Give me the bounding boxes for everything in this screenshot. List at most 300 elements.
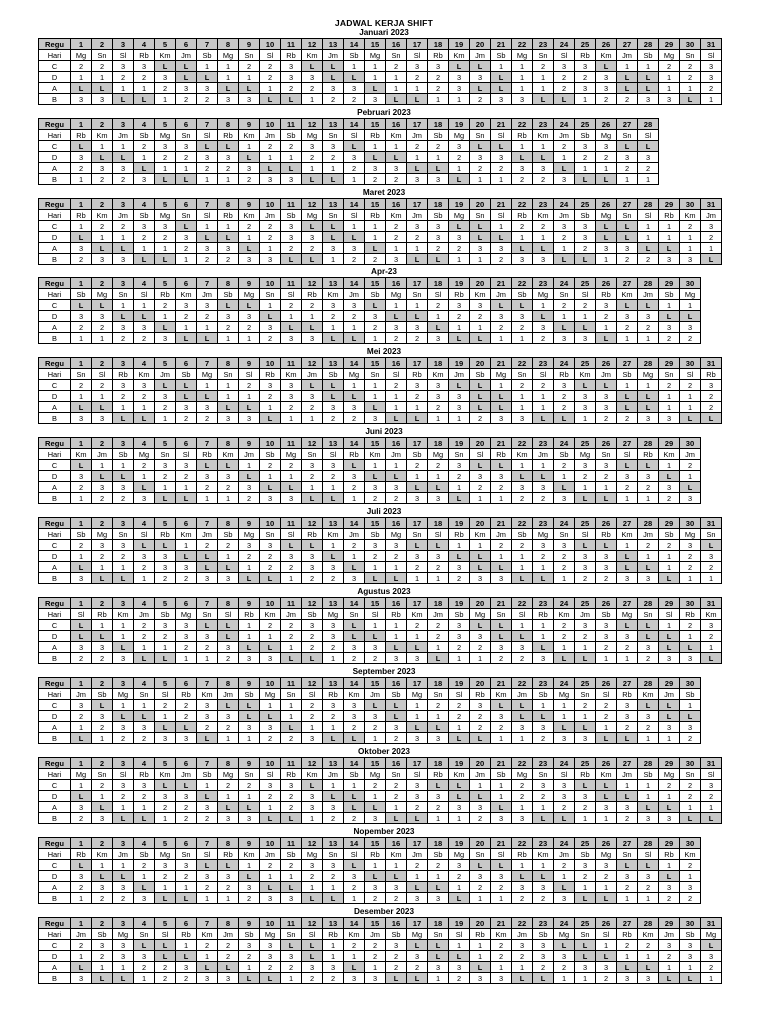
shift-cell: 3 — [218, 243, 239, 254]
shift-cell: 2 — [512, 791, 533, 802]
weekday-cell: Sn — [155, 449, 176, 460]
shift-cell: 3 — [659, 482, 680, 493]
hari-label: Hari — [39, 929, 71, 940]
shift-cell: L — [470, 402, 491, 413]
shift-cell: 1 — [113, 232, 134, 243]
shift-cell: 2 — [533, 893, 554, 904]
weekday-cell: Jm — [407, 849, 428, 860]
day-number: 24 — [554, 358, 575, 369]
shift-cell: 1 — [596, 482, 617, 493]
shift-cell: L — [617, 72, 638, 83]
weekday-cell: Km — [428, 369, 449, 380]
weekday-row — [39, 769, 722, 780]
day-number: 8 — [218, 598, 239, 609]
shift-cell: 1 — [407, 83, 428, 94]
weekday-cell: Jm — [638, 529, 659, 540]
shift-cell: 2 — [659, 333, 680, 344]
shift-cell: 1 — [428, 711, 449, 722]
weekday-cell: Sn — [365, 369, 386, 380]
shift-cell: 3 — [260, 780, 281, 791]
shift-cell: 1 — [71, 951, 92, 962]
shift-cell: 3 — [176, 791, 197, 802]
shift-cell: 3 — [575, 391, 596, 402]
month-table — [38, 837, 701, 904]
shift-cell: L — [638, 141, 659, 152]
shift-cell: 1 — [71, 722, 92, 733]
weekday-cell: Rb — [638, 449, 659, 460]
shift-cell: 3 — [281, 893, 302, 904]
shift-cell: 1 — [281, 871, 302, 882]
day-number: 15 — [365, 278, 386, 289]
weekday-cell: Sb — [596, 609, 617, 620]
day-number: 21 — [491, 39, 512, 50]
shift-cell: L — [407, 311, 428, 322]
shift-cell: L — [617, 551, 638, 562]
shift-cell: 1 — [344, 893, 365, 904]
weekday-cell: Mg — [302, 210, 323, 221]
regu-header-label: Regu — [39, 39, 71, 50]
weekday-cell: Sl — [575, 529, 596, 540]
shift-cell: L — [533, 311, 554, 322]
shift-cell: 2 — [302, 243, 323, 254]
shift-cell: L — [449, 791, 470, 802]
day-number: 13 — [323, 518, 344, 529]
day-number: 23 — [533, 838, 554, 849]
shift-cell: L — [491, 460, 512, 471]
shift-cell: 1 — [407, 711, 428, 722]
day-number: 18 — [428, 278, 449, 289]
shift-cell: 1 — [428, 871, 449, 882]
weekday-cell: Sn — [260, 529, 281, 540]
shift-cell: 2 — [239, 780, 260, 791]
weekday-cell: Mg — [218, 769, 239, 780]
shift-cell: 3 — [428, 380, 449, 391]
shift-cell: L — [260, 973, 281, 984]
shift-cell: 2 — [512, 174, 533, 185]
shift-cell: L — [638, 700, 659, 711]
shift-cell: L — [71, 733, 92, 744]
weekday-cell: Mg — [197, 369, 218, 380]
shift-cell: 3 — [491, 152, 512, 163]
weekday-cell: Km — [302, 769, 323, 780]
shift-cell: 2 — [680, 72, 701, 83]
shift-cell: 2 — [470, 163, 491, 174]
shift-cell: 2 — [470, 813, 491, 824]
weekday-cell: Rb — [71, 130, 92, 141]
weekday-cell: Km — [113, 609, 134, 620]
weekday-cell: Mg — [533, 529, 554, 540]
day-number: 22 — [512, 358, 533, 369]
shift-cell: 1 — [638, 733, 659, 744]
shift-cell: 2 — [134, 460, 155, 471]
shift-cell: 2 — [260, 141, 281, 152]
weekday-cell: Mg — [512, 769, 533, 780]
shift-cell: 1 — [701, 642, 722, 653]
weekday-cell: Km — [407, 609, 428, 620]
weekday-cell: Km — [596, 50, 617, 61]
shift-cell: 2 — [197, 540, 218, 551]
shift-cell: L — [680, 642, 701, 653]
shift-cell: L — [134, 163, 155, 174]
shift-cell: 2 — [113, 893, 134, 904]
shift-cell: 2 — [260, 620, 281, 631]
day-number: 29 — [659, 678, 680, 689]
shift-cell: L — [281, 813, 302, 824]
shift-cell: 1 — [155, 94, 176, 105]
shift-cell: 1 — [512, 962, 533, 973]
shift-cell: L — [365, 402, 386, 413]
shift-cell: 3 — [491, 711, 512, 722]
day-number: 7 — [197, 438, 218, 449]
weekday-cell: Km — [197, 689, 218, 700]
day-number: 18 — [428, 199, 449, 210]
shift-cell: 3 — [218, 152, 239, 163]
weekday-cell: Sl — [638, 210, 659, 221]
shift-cell: L — [407, 163, 428, 174]
shift-cell: 3 — [155, 551, 176, 562]
day-number: 19 — [449, 758, 470, 769]
shift-cell: 2 — [554, 562, 575, 573]
shift-cell: L — [134, 940, 155, 951]
weekday-cell: Mg — [512, 50, 533, 61]
shift-cell: L — [449, 380, 470, 391]
shift-cell: 1 — [533, 562, 554, 573]
day-number: 2 — [92, 518, 113, 529]
shift-cell: 3 — [638, 711, 659, 722]
shift-cell: L — [638, 300, 659, 311]
weekday-cell: Sb — [533, 929, 554, 940]
day-number: 14 — [344, 678, 365, 689]
day-number: 28 — [638, 119, 659, 130]
weekday-cell: Sb — [281, 130, 302, 141]
shift-cell: 2 — [680, 460, 701, 471]
regu-row — [39, 232, 722, 243]
shift-cell: 2 — [491, 482, 512, 493]
shift-cell: 1 — [428, 471, 449, 482]
shift-cell: L — [617, 733, 638, 744]
weekday-cell: Km — [176, 529, 197, 540]
shift-cell: 2 — [428, 141, 449, 152]
day-number: 28 — [638, 758, 659, 769]
shift-cell: 3 — [680, 951, 701, 962]
shift-cell: L — [239, 573, 260, 584]
day-number: 27 — [617, 678, 638, 689]
shift-cell: 3 — [323, 243, 344, 254]
shift-cell: 2 — [281, 402, 302, 413]
shift-cell: 1 — [134, 573, 155, 584]
shift-cell: 3 — [113, 380, 134, 391]
day-number: 19 — [449, 199, 470, 210]
shift-cell: L — [92, 573, 113, 584]
day-number: 21 — [491, 918, 512, 929]
shift-cell: L — [554, 482, 575, 493]
weekday-cell: Km — [176, 289, 197, 300]
shift-cell: 3 — [449, 631, 470, 642]
shift-cell: 2 — [407, 391, 428, 402]
weekday-cell: Mg — [554, 929, 575, 940]
shift-cell: 2 — [512, 221, 533, 232]
shift-cell: 1 — [533, 300, 554, 311]
shift-cell: 2 — [239, 174, 260, 185]
shift-cell: L — [701, 813, 722, 824]
regu-name: C — [39, 940, 71, 951]
day-number: 1 — [71, 838, 92, 849]
shift-cell: 1 — [134, 642, 155, 653]
regu-row — [39, 653, 722, 664]
day-number: 4 — [134, 358, 155, 369]
weekday-cell: Sn — [554, 289, 575, 300]
shift-cell: 3 — [113, 540, 134, 551]
shift-cell: 2 — [134, 391, 155, 402]
shift-cell: 1 — [113, 300, 134, 311]
shift-cell: 1 — [260, 243, 281, 254]
day-number: 26 — [596, 598, 617, 609]
weekday-cell: Jm — [134, 609, 155, 620]
shift-cell: 2 — [428, 402, 449, 413]
shift-cell: 2 — [449, 573, 470, 584]
shift-cell: 3 — [449, 141, 470, 152]
shift-cell: 2 — [596, 871, 617, 882]
shift-cell: 2 — [554, 402, 575, 413]
shift-cell: 2 — [71, 882, 92, 893]
shift-cell: 2 — [302, 642, 323, 653]
shift-cell: 1 — [386, 631, 407, 642]
shift-cell: 2 — [134, 333, 155, 344]
shift-cell: L — [638, 802, 659, 813]
shift-cell: 3 — [575, 551, 596, 562]
weekday-cell: Sn — [575, 689, 596, 700]
shift-cell: 2 — [554, 962, 575, 973]
shift-cell: 2 — [197, 482, 218, 493]
shift-cell: L — [575, 940, 596, 951]
weekday-cell: Sn — [617, 210, 638, 221]
shift-cell: L — [197, 72, 218, 83]
weekday-cell: Km — [344, 929, 365, 940]
shift-cell: 3 — [365, 882, 386, 893]
shift-cell: L — [302, 322, 323, 333]
regu-row — [39, 94, 722, 105]
regu-row — [39, 791, 722, 802]
shift-cell: 1 — [323, 940, 344, 951]
day-number: 17 — [407, 278, 428, 289]
day-number: 12 — [302, 598, 323, 609]
shift-cell: 2 — [617, 163, 638, 174]
day-number: 1 — [71, 199, 92, 210]
shift-cell: 1 — [554, 311, 575, 322]
shift-cell: 1 — [92, 333, 113, 344]
shift-cell: L — [113, 94, 134, 105]
day-number: 8 — [218, 438, 239, 449]
shift-cell: 1 — [113, 402, 134, 413]
day-number: 20 — [470, 838, 491, 849]
weekday-cell: Jm — [302, 369, 323, 380]
shift-cell: 2 — [197, 163, 218, 174]
shift-cell: L — [302, 61, 323, 72]
weekday-cell: Sb — [92, 689, 113, 700]
weekday-cell: Mg — [365, 769, 386, 780]
shift-cell: 3 — [638, 152, 659, 163]
day-number: 7 — [197, 598, 218, 609]
day-number: 24 — [554, 278, 575, 289]
weekday-cell: Sl — [533, 369, 554, 380]
shift-cell: 3 — [197, 300, 218, 311]
shift-cell: 3 — [302, 333, 323, 344]
shift-cell: L — [512, 711, 533, 722]
weekday-cell: Jm — [113, 210, 134, 221]
day-number: 22 — [512, 199, 533, 210]
shift-cell: 3 — [302, 733, 323, 744]
day-number: 4 — [134, 758, 155, 769]
shift-cell: L — [491, 141, 512, 152]
day-number: 26 — [596, 758, 617, 769]
shift-cell: 2 — [680, 733, 701, 744]
weekday-cell: Jm — [575, 609, 596, 620]
weekday-cell: Mg — [71, 50, 92, 61]
day-number: 15 — [365, 918, 386, 929]
regu-name: D — [39, 711, 71, 722]
day-number-row — [39, 39, 722, 50]
weekday-cell: Jm — [554, 130, 575, 141]
weekday-cell: Jm — [533, 449, 554, 460]
day-number: 23 — [533, 598, 554, 609]
shift-cell: 2 — [92, 722, 113, 733]
shift-cell: 1 — [701, 243, 722, 254]
shift-cell: 1 — [617, 653, 638, 664]
shift-cell: 2 — [281, 791, 302, 802]
shift-cell: 2 — [554, 802, 575, 813]
shift-cell: 1 — [386, 243, 407, 254]
shift-cell: L — [386, 94, 407, 105]
shift-cell: L — [491, 700, 512, 711]
shift-cell: 2 — [260, 72, 281, 83]
day-number: 5 — [155, 758, 176, 769]
day-number-row — [39, 278, 701, 289]
shift-cell: 2 — [512, 380, 533, 391]
shift-cell: L — [71, 232, 92, 243]
weekday-cell: Jm — [197, 529, 218, 540]
shift-cell: 2 — [617, 94, 638, 105]
shift-cell: 2 — [134, 562, 155, 573]
shift-cell: 2 — [512, 951, 533, 962]
shift-cell: 3 — [281, 380, 302, 391]
shift-cell: 1 — [302, 311, 323, 322]
regu-name: B — [39, 733, 71, 744]
shift-cell: 1 — [638, 174, 659, 185]
weekday-cell: Rb — [155, 289, 176, 300]
shift-cell: 1 — [533, 700, 554, 711]
shift-cell: L — [638, 402, 659, 413]
shift-cell: 3 — [302, 391, 323, 402]
day-number: 13 — [323, 678, 344, 689]
shift-cell: 2 — [197, 254, 218, 265]
day-number: 10 — [260, 438, 281, 449]
shift-cell: L — [197, 620, 218, 631]
weekday-cell: Sl — [323, 449, 344, 460]
shift-cell: 3 — [365, 482, 386, 493]
shift-cell: L — [470, 380, 491, 391]
shift-cell: L — [260, 413, 281, 424]
shift-cell: L — [617, 83, 638, 94]
shift-cell: 1 — [302, 882, 323, 893]
shift-cell: 2 — [197, 882, 218, 893]
shift-cell: 2 — [92, 221, 113, 232]
shift-cell: 2 — [407, 232, 428, 243]
weekday-cell: Jm — [680, 449, 701, 460]
shift-cell: L — [113, 642, 134, 653]
shift-cell: L — [617, 791, 638, 802]
shift-cell: L — [428, 722, 449, 733]
shift-cell: 3 — [407, 551, 428, 562]
shift-cell: 3 — [218, 471, 239, 482]
shift-cell: 2 — [659, 951, 680, 962]
day-number: 5 — [155, 598, 176, 609]
shift-cell: 3 — [323, 300, 344, 311]
shift-cell: 1 — [638, 791, 659, 802]
shift-cell: 3 — [428, 61, 449, 72]
shift-cell: 3 — [512, 311, 533, 322]
shift-cell: 3 — [281, 551, 302, 562]
regu-name: C — [39, 141, 71, 152]
shift-cell: 3 — [617, 973, 638, 984]
day-number: 14 — [344, 758, 365, 769]
shift-cell: L — [575, 653, 596, 664]
shift-cell: 2 — [155, 232, 176, 243]
weekday-cell: Sn — [323, 210, 344, 221]
weekday-cell: Sl — [197, 210, 218, 221]
shift-cell: 2 — [176, 311, 197, 322]
shift-cell: 3 — [512, 163, 533, 174]
shift-cell: 2 — [428, 631, 449, 642]
weekday-cell: Jm — [344, 529, 365, 540]
weekday-cell: Mg — [260, 689, 281, 700]
shift-cell: 3 — [260, 254, 281, 265]
shift-cell: 3 — [260, 322, 281, 333]
day-number: 23 — [533, 758, 554, 769]
shift-cell: 1 — [407, 300, 428, 311]
shift-cell: L — [260, 813, 281, 824]
day-number: 22 — [512, 518, 533, 529]
day-number: 17 — [407, 119, 428, 130]
shift-cell: 3 — [533, 882, 554, 893]
day-number: 4 — [134, 918, 155, 929]
hari-label: Hari — [39, 609, 71, 620]
shift-cell: L — [176, 174, 197, 185]
shift-cell: 3 — [554, 493, 575, 504]
shift-cell: L — [596, 174, 617, 185]
shift-cell: 1 — [113, 141, 134, 152]
day-number: 12 — [302, 918, 323, 929]
shift-cell: 3 — [533, 482, 554, 493]
weekday-cell: Sb — [176, 369, 197, 380]
shift-cell: L — [323, 791, 344, 802]
weekday-cell: Sn — [617, 849, 638, 860]
shift-cell: 3 — [596, 962, 617, 973]
shift-cell: 3 — [260, 653, 281, 664]
shift-cell: L — [680, 973, 701, 984]
weekday-cell: Jm — [323, 769, 344, 780]
shift-cell: L — [113, 311, 134, 322]
shift-cell: 3 — [134, 722, 155, 733]
shift-cell: 2 — [449, 871, 470, 882]
shift-cell: 3 — [260, 174, 281, 185]
shift-cell: 1 — [197, 493, 218, 504]
shift-cell: L — [491, 860, 512, 871]
shift-cell: 1 — [407, 871, 428, 882]
shift-cell: 2 — [575, 152, 596, 163]
day-number: 16 — [386, 119, 407, 130]
shift-cell: 1 — [134, 300, 155, 311]
shift-cell: 3 — [71, 973, 92, 984]
